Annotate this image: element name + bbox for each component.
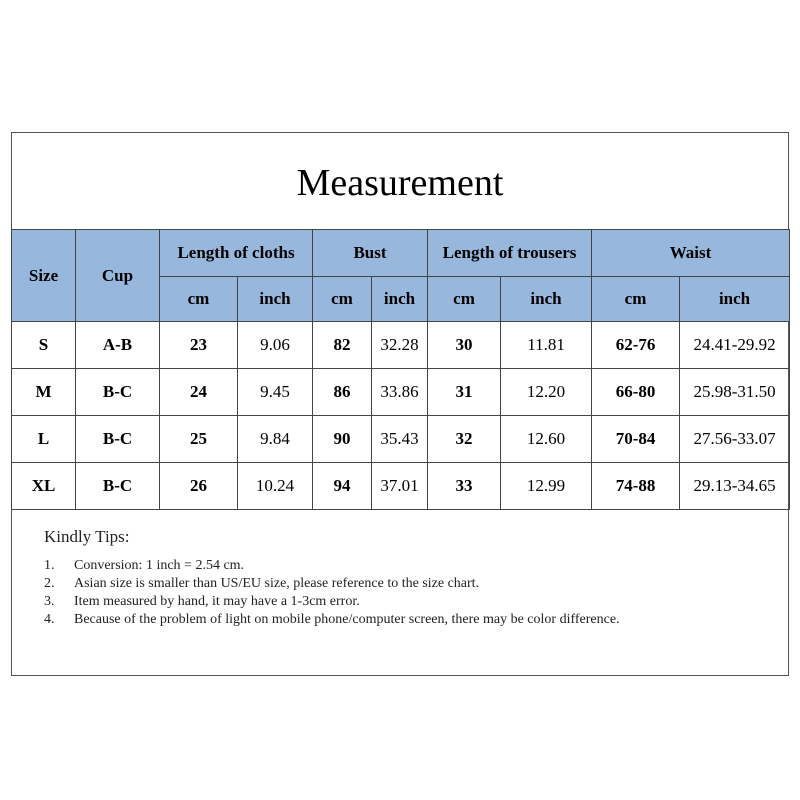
cell-value: 37.01 xyxy=(372,463,428,510)
cell-size: XL xyxy=(12,463,76,510)
cell-value: 90 xyxy=(313,416,372,463)
cell-value: 66-80 xyxy=(592,369,680,416)
tip-text: Because of the problem of light on mobile phone/computer screen, there may be color difference. xyxy=(74,612,620,627)
tip-number: 4. xyxy=(44,612,55,627)
cell-value: 24 xyxy=(160,369,238,416)
header-length-of-cloths: Length of cloths xyxy=(160,230,313,277)
cell-cup: B-C xyxy=(76,369,160,416)
tip-number: 1. xyxy=(44,558,55,573)
size-table xyxy=(11,229,790,510)
unit-header: inch xyxy=(372,277,428,322)
cell-value: 25.98-31.50 xyxy=(680,369,790,416)
cell-value: 25 xyxy=(160,416,238,463)
cell-value: 12.60 xyxy=(501,416,592,463)
tips-title: Kindly Tips: xyxy=(44,527,130,546)
unit-header: cm xyxy=(428,277,501,322)
unit-header: cm xyxy=(592,277,680,322)
cell-value: 35.43 xyxy=(372,416,428,463)
cell-size: S xyxy=(12,322,76,369)
cell-value: 30 xyxy=(428,322,501,369)
header-length-of-trousers: Length of trousers xyxy=(428,230,592,277)
cell-value: 33.86 xyxy=(372,369,428,416)
cell-cup: B-C xyxy=(76,463,160,510)
tips-list xyxy=(44,557,744,629)
tip-number: 3. xyxy=(44,594,55,609)
cell-value: 31 xyxy=(428,369,501,416)
cell-size: L xyxy=(12,416,76,463)
tip-text: Item measured by hand, it may have a 1-3cm error. xyxy=(74,594,360,609)
cell-value: 24.41-29.92 xyxy=(680,322,790,369)
header-size: Size xyxy=(12,230,76,322)
header-bust: Bust xyxy=(313,230,428,277)
cell-value: 94 xyxy=(313,463,372,510)
table-row xyxy=(12,369,790,416)
cell-value: 62-76 xyxy=(592,322,680,369)
unit-header: inch xyxy=(238,277,313,322)
cell-value: 23 xyxy=(160,322,238,369)
tip-item xyxy=(44,593,744,611)
cell-value: 9.06 xyxy=(238,322,313,369)
cell-value: 32.28 xyxy=(372,322,428,369)
cell-value: 86 xyxy=(313,369,372,416)
cell-value: 70-84 xyxy=(592,416,680,463)
cell-value: 26 xyxy=(160,463,238,510)
cell-value: 12.99 xyxy=(501,463,592,510)
cell-value: 33 xyxy=(428,463,501,510)
table-row xyxy=(12,463,790,510)
tip-item xyxy=(44,611,744,629)
tip-item xyxy=(44,575,744,593)
cell-value: 29.13-34.65 xyxy=(680,463,790,510)
tip-item xyxy=(44,557,744,575)
table-row xyxy=(12,416,790,463)
header-waist: Waist xyxy=(592,230,790,277)
unit-header: cm xyxy=(160,277,238,322)
tip-number: 2. xyxy=(44,576,55,591)
cell-value: 10.24 xyxy=(238,463,313,510)
cell-value: 9.45 xyxy=(238,369,313,416)
unit-header: inch xyxy=(680,277,790,322)
cell-value: 11.81 xyxy=(501,322,592,369)
cell-value: 9.84 xyxy=(238,416,313,463)
cell-size: M xyxy=(12,369,76,416)
tip-text: Conversion: 1 inch = 2.54 cm. xyxy=(74,558,245,573)
header-cup: Cup xyxy=(76,230,160,322)
unit-header: cm xyxy=(313,277,372,322)
tips-section xyxy=(44,527,744,629)
table-row xyxy=(12,322,790,369)
cell-value: 32 xyxy=(428,416,501,463)
cell-cup: B-C xyxy=(76,416,160,463)
cell-value: 12.20 xyxy=(501,369,592,416)
cell-value: 82 xyxy=(313,322,372,369)
cell-value: 74-88 xyxy=(592,463,680,510)
page-title: Measurement xyxy=(296,162,504,204)
cell-cup: A-B xyxy=(76,322,160,369)
cell-value: 27.56-33.07 xyxy=(680,416,790,463)
tip-text: Asian size is smaller than US/EU size, please reference to the size chart. xyxy=(74,576,480,591)
unit-header: inch xyxy=(501,277,592,322)
